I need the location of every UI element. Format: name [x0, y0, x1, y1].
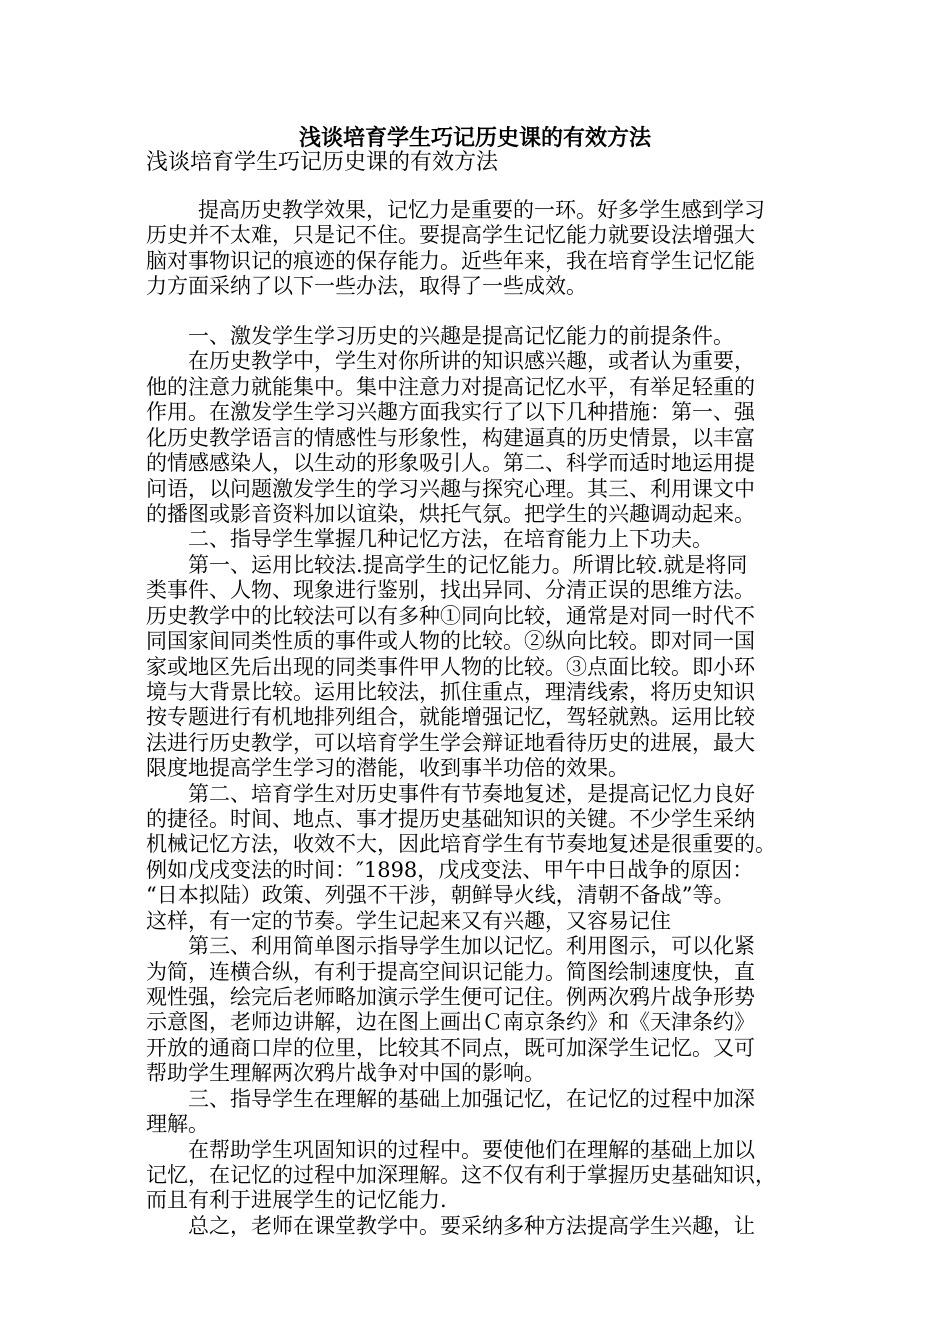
text-line: 同国家间同类性质的事件或人物的比较。②纵向比较。即对同一国 — [146, 629, 755, 653]
text-line: 理解。 — [146, 1112, 209, 1136]
text-line: 力方面采纳了以下一些办法，取得了一些成效。 — [146, 274, 587, 298]
text-line: 第三、利用简单图示指导学生加以记忆。利用图示，可以化紧 — [188, 934, 755, 958]
text-line: 一、激发学生学习历史的兴趣是提高记忆能力的前提条件。 — [188, 324, 734, 348]
document-title: 浅谈培育学生巧记历史课的有效方法 — [298, 125, 651, 151]
text-line: 境与大背景比较。运用比较法，抓住重点，理清线索，将历史知识 — [146, 680, 755, 704]
document-subtitle: 浅谈培育学生巧记历史课的有效方法 — [146, 150, 499, 175]
text-line: 这样，有一定的节奏。学生记起来又有兴趣，又容易记住 — [146, 909, 671, 933]
text-line: 脑对事物识记的痕迹的保存能力。近些年来，我在培育学生记忆能 — [146, 249, 755, 273]
text-line: 开放的通商口岸的位里，比较其不同点，既可加深学生记忆。又可 — [146, 1036, 755, 1060]
text-line: 提高历史教学效果，记忆力是重要的一环。好多学生感到学习 — [198, 198, 765, 222]
text-line: 示意图，老师边讲解，边在图上画出Ｃ南京条约》和《天津条约》 — [146, 1010, 755, 1034]
text-line: 观性强，绘完后老师略加演示学生便可记住。例两次鸦片战争形势 — [146, 985, 755, 1009]
text-line: 在历史教学中，学生对你所讲的知识感兴趣，或者认为重要， — [188, 349, 755, 373]
text-line: 家或地区先后出现的同类事件甲人物的比较。③点面比较。即小环 — [146, 655, 755, 679]
text-line: 的播图或影音资料加以谊染，烘托气氛。把学生的兴趣调动起来。 — [146, 502, 755, 526]
text-line: 限度地提高学生学习的潜能，收到事半功倍的效果。 — [146, 756, 629, 780]
text-line: 为简，连横合纵，有利于提高空间识记能力。简图绘制速度快，直 — [146, 960, 755, 984]
text-line: 法进行历史教学，可以培育学生学会辩证地看待历史的进展，最大 — [146, 731, 755, 755]
text-line: 记忆，在记忆的过程中加深理解。这不仅有利于掌握历史基础知识， — [146, 1163, 776, 1187]
text-line: 帮助学生理解两次鸦片战争对中国的影响。 — [146, 1061, 545, 1085]
text-line: 作用。在激发学生学习兴趣方面我实行了以下几种措施：第一、强 — [146, 400, 755, 424]
text-line: 按专题进行有机地排列组合，就能增强记忆，驾轻就熟。运用比较 — [146, 705, 755, 729]
text-line: 历史教学中的比较法可以有多种①同向比较，通常是对同一时代不 — [146, 604, 755, 628]
text-line: 而且有利于进展学生的记忆能力. — [146, 1188, 447, 1212]
text-line: 第一、运用比较法.提高学生的记忆能力。所谓比较.就是将同 — [188, 553, 748, 577]
text-line: 二、指导学生掌握几种记忆方法，在培育能力上下功夫。 — [188, 527, 713, 551]
text-line: 类事件、人物、现象进行鉴别，找出异同、分清正误的思维方法。 — [146, 578, 755, 602]
text-line: 总之，老师在课堂教学中。要采纳多种方法提高学生兴趣，让 — [188, 1214, 755, 1238]
text-line: 三、指导学生在理解的基础上加强记忆，在记忆的过程中加深 — [188, 1087, 755, 1111]
text-line: 机械记忆方法，收效不大，因此培育学生有节奏地复述是很重要的。 — [146, 832, 776, 856]
text-line: 问语，以问题激发学生的学习兴趣与探究心理。其三、利用课文中 — [146, 477, 755, 501]
text-line: 在帮助学生巩固知识的过程中。要使他们在理解的基础上加以 — [188, 1138, 755, 1162]
text-line: “日本拟陆）政策、列强不干涉，朝鲜导火线，清朝不备战”等。 — [146, 883, 735, 907]
text-line: 他的注意力就能集中。集中注意力对提高记忆水平，有举足轻重的 — [146, 375, 755, 399]
text-line: 的情感感染人，以生动的形象吸引人。第二、科学而适时地运用提 — [146, 451, 755, 475]
text-line: 化历史教学语言的情感性与形象性，构建逼真的历史情景，以丰富 — [146, 426, 755, 450]
text-line: 历史并不太难，只是记不住。要提高学生记忆能力就要设法增强大 — [146, 223, 755, 247]
text-line: 的捷径。时间、地点、事才提历史基础知识的关键。不少学生采纳 — [146, 807, 755, 831]
text-line: 例如戊戌变法的时间：″1898，戊戌变法、甲午中日战争的原因： — [146, 858, 754, 882]
text-line: 第二、培育学生对历史事件有节奏地复述，是提高记忆力良好 — [188, 782, 755, 806]
